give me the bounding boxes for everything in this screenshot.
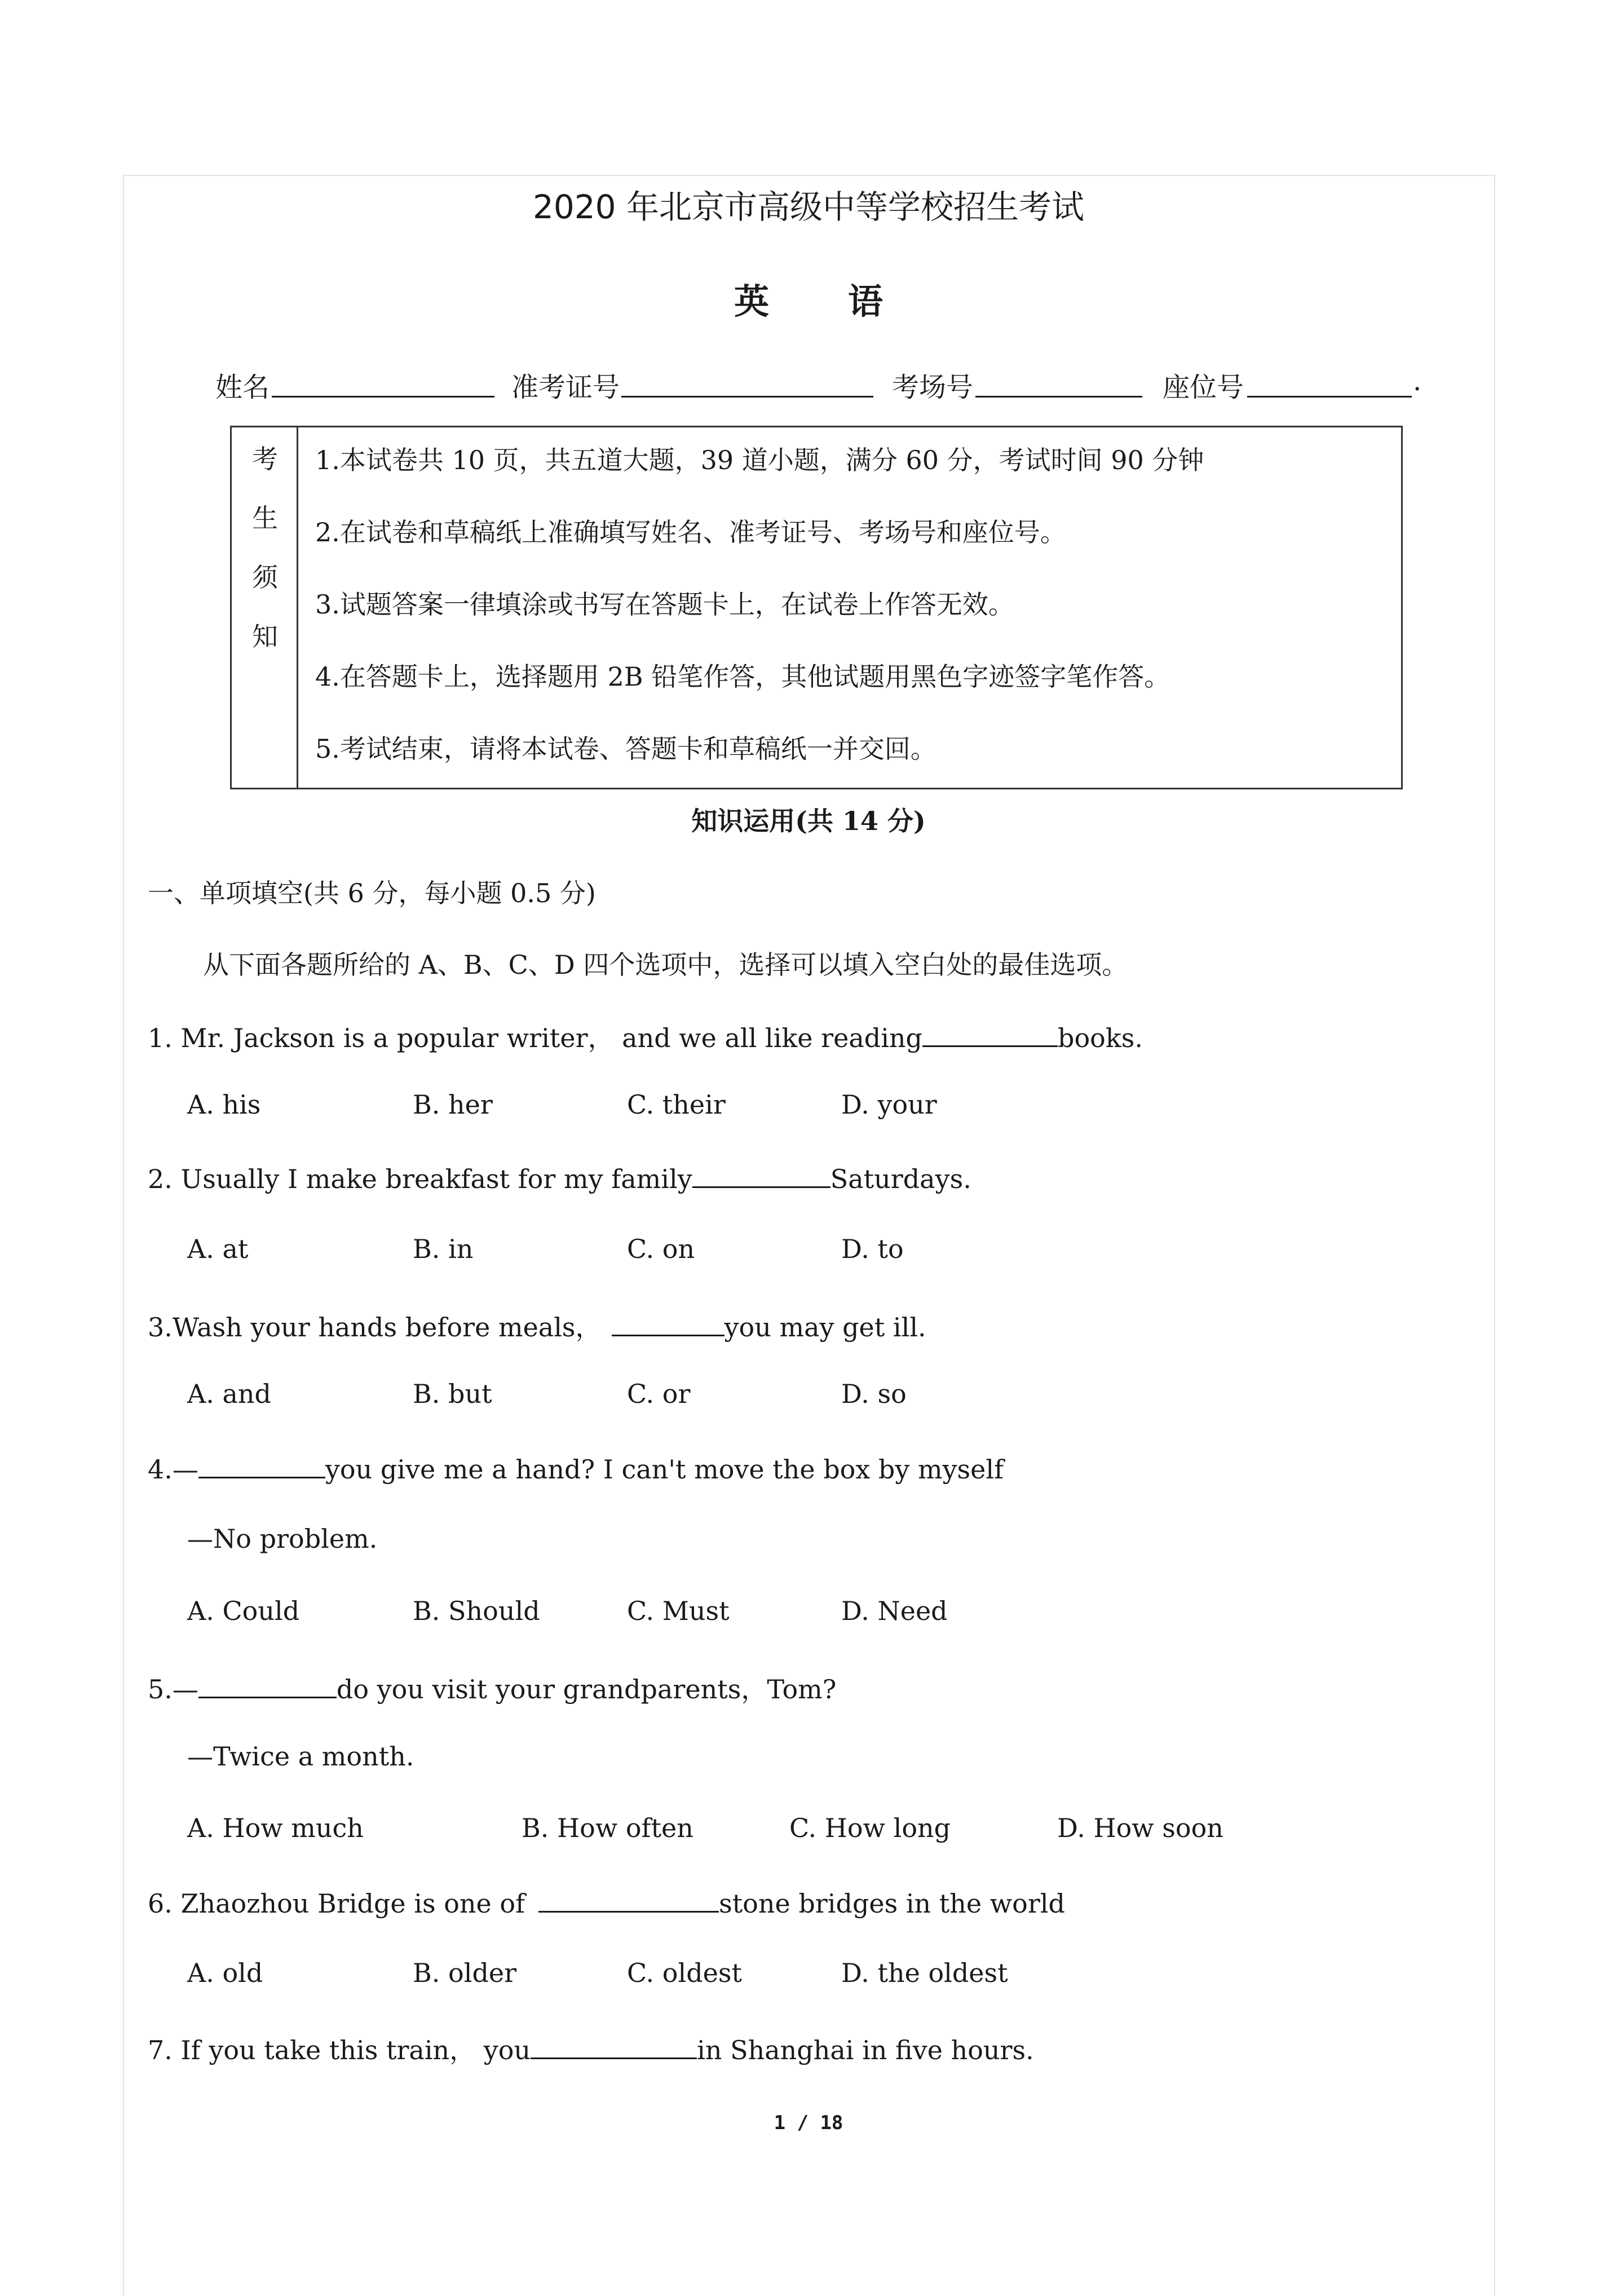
- question-reply: —Twice a month.: [187, 1741, 414, 1772]
- option-c[interactable]: C. their: [627, 1089, 726, 1120]
- notice-item: 5.考试结束，请将本试卷、答题卡和草稿纸一并交回。: [315, 734, 936, 764]
- option-b[interactable]: B. her: [413, 1089, 493, 1120]
- question-text: in Shanghai in five hours.: [697, 2035, 1034, 2065]
- notice-side-char: 须: [252, 562, 278, 593]
- notice-item: 2.在试卷和草稿纸上准确填写姓名、准考证号、考场号和座位号。: [315, 517, 1066, 547]
- answer-blank[interactable]: [198, 1452, 325, 1478]
- option-b[interactable]: B. but: [413, 1379, 492, 1409]
- notice-side-char: 生: [252, 503, 278, 533]
- option-a[interactable]: A. his: [187, 1089, 261, 1120]
- room-blank[interactable]: [975, 396, 1142, 398]
- question-text: do you visit your grandparents，Tom?: [336, 1674, 837, 1705]
- page-number: 1 / 18: [774, 2112, 843, 2134]
- option-c[interactable]: C. oldest: [627, 1958, 742, 1988]
- part-instruction: 从下面各题所给的 A、B、C、D 四个选项中，选择可以填入空白处的最佳选项。: [203, 950, 1128, 980]
- notice-item: 1.本试卷共 10 页，共五道大题，39 道小题，满分 60 分，考试时间 90 分钟: [315, 445, 1204, 475]
- exam-title: 2020 年北京市高级中等学校招生考试: [532, 188, 1085, 226]
- question-2: [148, 1162, 971, 1194]
- question-7: [148, 2030, 1034, 2067]
- notice-side-char: 知: [252, 621, 278, 652]
- option-a[interactable]: A. at: [187, 1234, 249, 1264]
- question-1: [148, 1018, 1143, 1055]
- question-text: 4.—: [148, 1454, 198, 1485]
- notice-item: 4.在答题卡上，选择题用 2B 铅笔作答，其他试题用黑色字迹签字笔作答。: [315, 661, 1170, 692]
- option-d[interactable]: D. Need: [841, 1596, 948, 1626]
- notice-item: 3.试题答案一律填涂或书写在答题卡上，在试卷上作答无效。: [315, 589, 1014, 620]
- option-c[interactable]: C. on: [627, 1234, 695, 1264]
- option-b[interactable]: B. older: [413, 1958, 517, 1988]
- name-blank[interactable]: [272, 396, 494, 398]
- question-text: 2. Usually I make breakfast for my family: [148, 1164, 692, 1194]
- part-title: 一、单项填空(共 6 分，每小题 0.5 分): [148, 878, 596, 908]
- answer-blank[interactable]: [531, 2033, 697, 2059]
- candidate-info-row: [215, 365, 1428, 405]
- question-text: you may get ill.: [724, 1312, 926, 1343]
- answer-blank[interactable]: [922, 1021, 1058, 1047]
- question-4: [148, 1452, 1004, 1485]
- question-text: Saturdays.: [830, 1164, 971, 1194]
- option-d[interactable]: D. the oldest: [841, 1958, 1008, 1988]
- question-text: stone bridges in the world: [719, 1888, 1065, 1919]
- question-5: [148, 1669, 836, 1706]
- subject-title: 英语: [734, 281, 962, 322]
- answer-blank[interactable]: [692, 1162, 830, 1188]
- room-label: 考场号: [892, 372, 974, 403]
- option-d[interactable]: D. your: [841, 1089, 937, 1120]
- question-text: 7. If you take this train， you: [148, 2035, 531, 2065]
- answer-blank[interactable]: [612, 1310, 724, 1336]
- question-text: 5.—: [148, 1674, 198, 1705]
- option-c[interactable]: C. Must: [627, 1596, 730, 1626]
- question-text: 3.Wash your hands before meals，: [148, 1312, 602, 1343]
- option-a[interactable]: A. How much: [187, 1813, 364, 1843]
- option-c[interactable]: C. or: [627, 1379, 691, 1409]
- option-b[interactable]: B. How often: [522, 1813, 693, 1843]
- answer-blank[interactable]: [538, 1886, 719, 1913]
- question-text: you give me a hand? I can't move the box by myself: [325, 1454, 1004, 1485]
- option-b[interactable]: B. in: [413, 1234, 474, 1264]
- candidate-notice-box: [230, 426, 1403, 789]
- option-a[interactable]: A. old: [187, 1958, 263, 1988]
- option-a[interactable]: A. Could: [187, 1596, 300, 1626]
- seat-label: 座位号: [1163, 372, 1244, 403]
- question-text: books.: [1058, 1023, 1143, 1053]
- exam-id-label: 准考证号: [511, 372, 620, 403]
- question-text: 1. Mr. Jackson is a popular writer， and we all like reading: [148, 1023, 923, 1053]
- answer-blank[interactable]: [198, 1672, 337, 1698]
- option-a[interactable]: A. and: [187, 1379, 271, 1409]
- section-heading: 知识运用(共 14 分): [691, 806, 926, 836]
- option-d[interactable]: D. How soon: [1057, 1813, 1223, 1843]
- name-label: 姓名: [215, 372, 270, 403]
- option-b[interactable]: B. Should: [413, 1596, 540, 1626]
- notice-side-label: [232, 427, 298, 788]
- seat-blank[interactable]: [1247, 396, 1412, 398]
- exam-id-blank[interactable]: [621, 396, 873, 398]
- info-end-mark: .: [1413, 365, 1422, 397]
- notice-side-char: 考: [252, 444, 278, 474]
- question-3: [148, 1307, 926, 1344]
- option-d[interactable]: D. so: [841, 1379, 907, 1409]
- option-c[interactable]: C. How long: [789, 1813, 951, 1843]
- option-d[interactable]: D. to: [841, 1234, 904, 1264]
- question-6: [148, 1886, 1065, 1919]
- question-text: 6. Zhaozhou Bridge is one of: [148, 1888, 525, 1919]
- question-reply: —No problem.: [187, 1524, 378, 1554]
